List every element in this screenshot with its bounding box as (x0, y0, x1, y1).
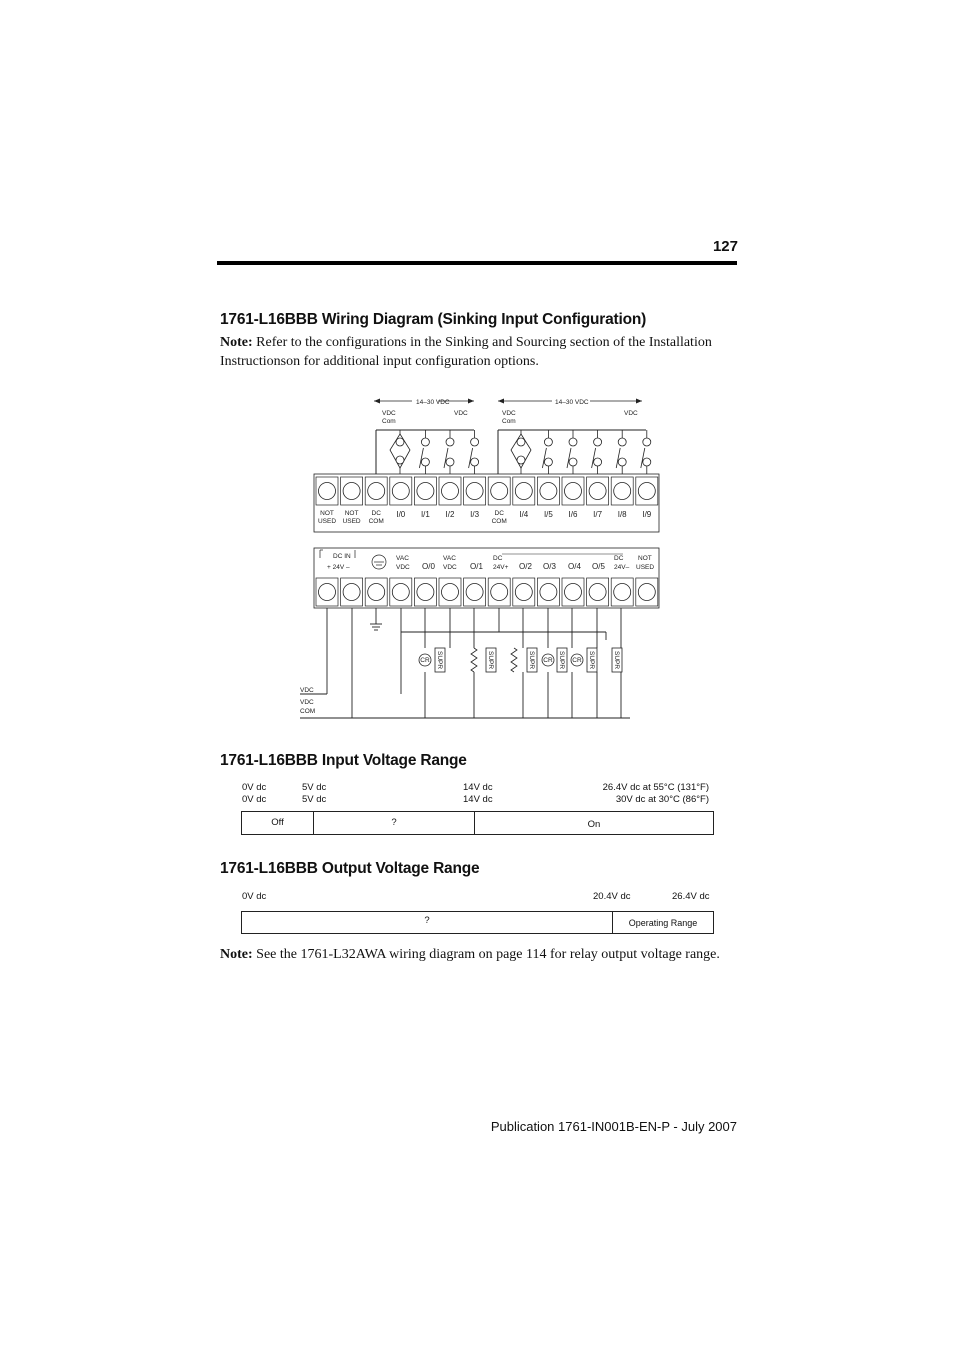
input-terminal-label: I/2 (445, 510, 455, 519)
relay-coil-label: CR (572, 657, 582, 664)
input-terminal-screw-icon (614, 483, 631, 500)
note-text: Refer to the configurations in the Sinking and Sourcing section of the Installation Instructionson for additional input configuration options. (220, 335, 712, 369)
vac-vdc-1b: VDC (396, 564, 410, 571)
o4-label: O/4 (568, 562, 581, 571)
suppressor-label: SUPR (528, 651, 535, 670)
dc-in-label: DC IN (333, 553, 351, 560)
input-terminal-label: I/9 (642, 510, 652, 519)
resistor-icon (471, 648, 477, 672)
output-terminal-screw-icon (638, 584, 655, 601)
switch-contact-icon (544, 438, 552, 446)
input-terminal-label: DC (494, 510, 504, 517)
suppressor-label: SUPR (588, 651, 595, 670)
output-operating-cell: Operating Range (628, 918, 698, 928)
vac-vdc-2a: VAC (443, 555, 456, 562)
vac-vdc-2b: VDC (443, 564, 457, 571)
input-terminal-screw-icon (368, 483, 385, 500)
input-terminal-screw-icon (515, 483, 532, 500)
relay-coil-label: CR (543, 657, 553, 664)
wiring-diagram-heading: 1761-L16BBB Wiring Diagram (Sinking Input Configuration) (220, 311, 647, 328)
input-on-cell: On (587, 819, 601, 830)
switch-contact-icon (594, 438, 602, 446)
input-terminal-label: I/5 (543, 510, 553, 519)
input-off-cell: Off (242, 812, 314, 834)
input-undefined-cell: ? (314, 812, 475, 834)
output-terminal-screw-icon (319, 584, 336, 601)
input-terminal-label: NOT (344, 510, 359, 517)
vdc-com-left-1: VDC (382, 410, 396, 417)
input-terminal-screw-icon (589, 483, 606, 500)
relay-note (220, 945, 740, 964)
output-terminal-screw-icon (565, 584, 582, 601)
input-terminal-screw-icon (466, 483, 483, 500)
output-range-heading: 1761-L16BBB Output Voltage Range (220, 860, 480, 877)
suppressor-label: SUPR (613, 651, 620, 670)
input-range-heading: 1761-L16BBB Input Voltage Range (220, 752, 467, 769)
switch-contact-icon (421, 438, 429, 446)
switch-contact-icon (643, 438, 651, 446)
input-terminal-label: COM (368, 518, 384, 525)
input-0v-b: 0V dc (242, 794, 267, 805)
input-terminal-screw-icon (392, 483, 409, 500)
relay-note-label: Note: (220, 947, 253, 962)
vdc-com-right-2: Com (502, 418, 516, 425)
input-terminal-label: I/0 (396, 510, 406, 519)
input-terminal-screw-icon (638, 483, 655, 500)
dc-24v-minus-a: DC (614, 555, 624, 562)
input-terminal-screw-icon (565, 483, 582, 500)
relay-note-text: See the 1761-L32AWA wiring diagram on page 114 for relay output voltage range. (252, 947, 720, 962)
input-terminal-screw-icon (442, 483, 459, 500)
wiring-diagram (290, 390, 670, 730)
input-terminal-label: I/1 (420, 510, 430, 519)
output-terminal-screw-icon (515, 584, 532, 601)
bottom-vdc-label: VDC (300, 687, 314, 694)
input-terminal-label: I/8 (617, 510, 627, 519)
output-terminal-screw-icon (466, 584, 483, 601)
suppressor-label: SUPR (558, 651, 565, 670)
bottom-vdc-com-a: VDC (300, 699, 314, 706)
input-terminal-label: I/6 (568, 510, 578, 519)
output-undefined-cell: ? (242, 912, 613, 933)
input-terminal-label: COM (491, 518, 507, 525)
input-terminal-label: I/4 (519, 510, 529, 519)
input-terminal-label: USED (342, 518, 361, 525)
input-terminal-label: DC (371, 510, 381, 517)
resistor-icon (511, 648, 517, 672)
page-number: 127 (712, 238, 738, 255)
input-14v-b: 14V dc (463, 794, 493, 805)
header-rule (217, 261, 737, 265)
publication-footer: Publication 1761-IN001B-EN-P - July 2007 (490, 1119, 737, 1134)
suppressor-label: SUPR (436, 651, 443, 670)
not-used-out-b: USED (636, 564, 655, 571)
output-terminal-screw-icon (614, 584, 631, 601)
output-26v: 26.4V dc (672, 891, 710, 902)
switch-contact-icon (446, 458, 454, 466)
o5-label: O/5 (592, 562, 605, 571)
output-terminal-screw-icon (589, 584, 606, 601)
suppressor-label: SUPR (487, 651, 494, 670)
input-5v-a: 5V dc (302, 782, 327, 793)
supply-right-label: 14–30 VDC (555, 399, 589, 406)
input-14v-a: 14V dc (463, 782, 493, 793)
o1-label: O/1 (470, 562, 483, 571)
input-range-bar (241, 811, 714, 835)
output-terminal-screw-icon (392, 584, 409, 601)
vdc-left: VDC (454, 410, 468, 417)
relay-coil-label: CR (420, 657, 430, 664)
input-terminal-screw-icon (540, 483, 557, 500)
vdc-right: VDC (624, 410, 638, 417)
not-used-out-a: NOT (638, 555, 652, 562)
o3-label: O/3 (543, 562, 556, 571)
input-terminal-screw-icon (491, 483, 508, 500)
note-label: Note: (220, 335, 253, 350)
input-terminal-label: I/3 (470, 510, 480, 519)
input-terminal-label: USED (317, 518, 337, 525)
dc-in-pol-label: + 24V – (327, 564, 350, 571)
dc-24v-plus-a: DC (493, 555, 503, 562)
vdc-com-right-1: VDC (502, 410, 516, 417)
output-terminal-screw-icon (540, 584, 557, 601)
output-terminal-screw-icon (417, 584, 434, 601)
switch-contact-icon (618, 458, 626, 466)
vac-vdc-1a: VAC (396, 555, 409, 562)
switch-contact-icon (618, 438, 626, 446)
output-terminal-screw-icon (491, 584, 508, 601)
output-terminal-screw-icon (368, 584, 385, 601)
dc-24v-plus-b: 24V+ (493, 564, 509, 571)
switch-contact-icon (544, 458, 552, 466)
switch-contact-icon (471, 458, 479, 466)
output-terminal-screw-icon (343, 584, 360, 601)
input-5v-b: 5V dc (302, 794, 327, 805)
input-0v-a: 0V dc (242, 782, 267, 793)
output-20v: 20.4V dc (593, 891, 631, 902)
bottom-vdc-com-b: COM (300, 708, 316, 715)
supply-left-label: 14–30 VDC (416, 399, 450, 406)
note-paragraph (220, 333, 720, 371)
input-26v: 26.4V dc at 55°C (131°F) (602, 782, 709, 793)
switch-contact-icon (643, 458, 651, 466)
input-terminal-screw-icon (417, 483, 434, 500)
output-range-bar (241, 911, 714, 934)
switch-contact-icon (594, 458, 602, 466)
o2-label: O/2 (519, 562, 532, 571)
dc-24v-minus-b: 24V– (614, 564, 630, 571)
vdc-com-left-2: Com (382, 418, 396, 425)
o0-label: O/0 (422, 562, 435, 571)
input-terminal-label: NOT (320, 510, 334, 517)
switch-contact-icon (471, 438, 479, 446)
switch-contact-icon (569, 438, 577, 446)
output-terminal-screw-icon (442, 584, 459, 601)
input-terminal-screw-icon (343, 483, 360, 500)
input-terminal-label: I/7 (593, 510, 603, 519)
input-terminal-screw-icon (319, 483, 336, 500)
input-30v: 30V dc at 30°C (86°F) (615, 794, 709, 805)
switch-contact-icon (421, 458, 429, 466)
switch-contact-icon (569, 458, 577, 466)
output-0v: 0V dc (242, 891, 267, 902)
switch-contact-icon (446, 438, 454, 446)
